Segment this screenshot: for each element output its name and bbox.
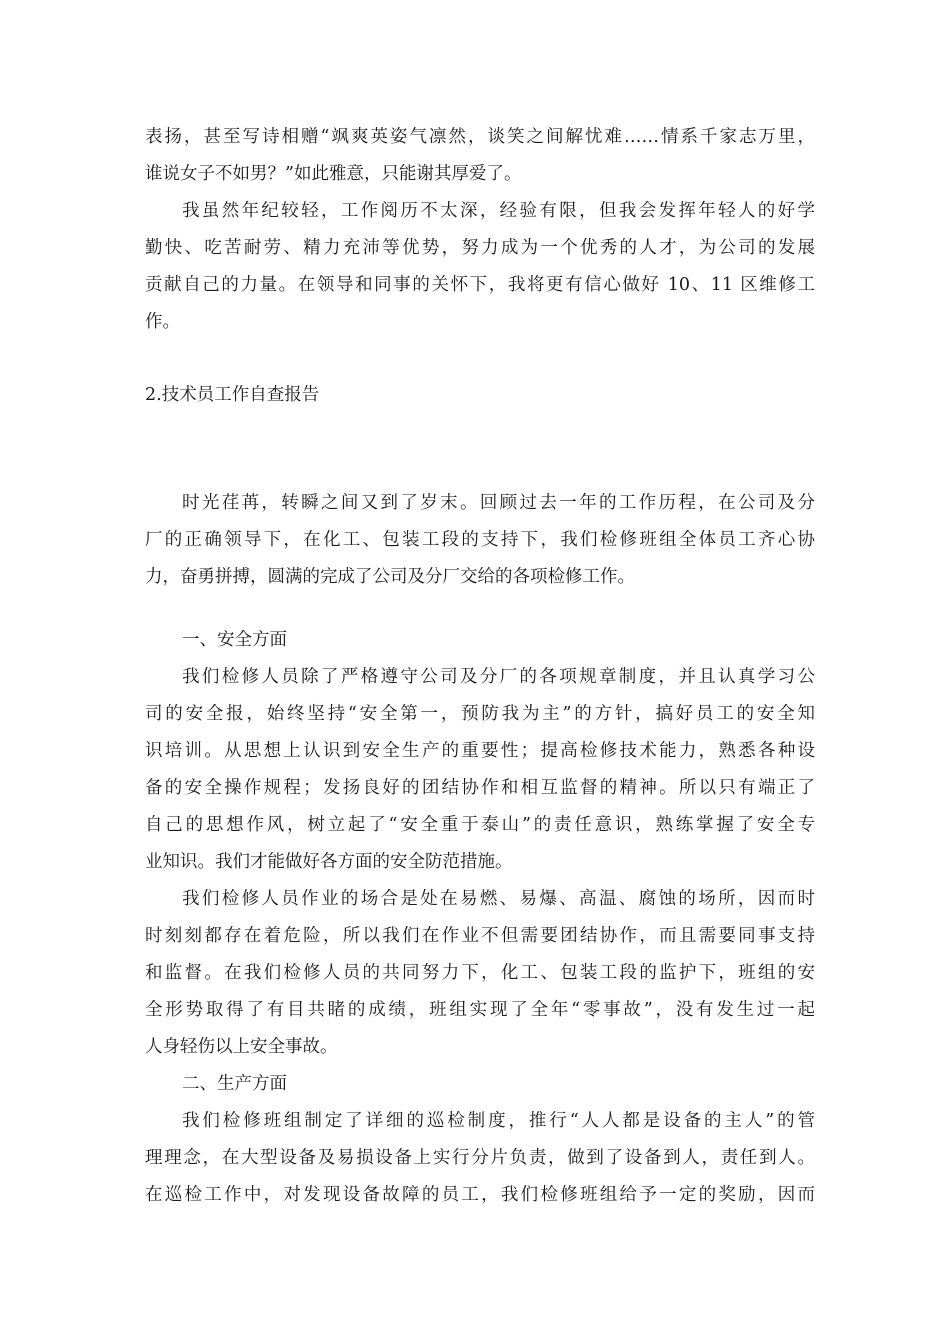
text-line: 司的安全报，始终坚持“安全第一，预防我为主”的方针，搞好员工的安全知: [145, 704, 815, 724]
safety-paragraph-2: [145, 881, 815, 1066]
intro-paragraph: [145, 119, 815, 193]
text-line: 表扬，甚至写诗相赠“飒爽英姿气凛然，谈笑之间解忧难……情系千家志万里，: [145, 127, 815, 147]
text-line: 时光荏苒，转瞬之间又到了岁末。回顾过去一年的工作历程，在公司及分: [182, 493, 815, 513]
text-line: 备的安全操作规程；发扬良好的团结协作和相互监督的精神。所以只有端正了: [145, 778, 815, 798]
section-title: 2.技术员工作自查报告: [145, 385, 320, 405]
document-body: [145, 119, 815, 1214]
text-line: 我们检修人员作业的场合是处在易燃、易爆、高温、腐蚀的场所，因而时: [182, 889, 815, 909]
text-line: 作。: [145, 312, 180, 332]
text-line: 人身轻伤以上安全事故。: [145, 1037, 338, 1057]
text-line: 在巡检工作中，对发现设备故障的员工，我们检修班组给予一定的奖励，因而: [145, 1185, 815, 1205]
safety-paragraph-1: [145, 659, 815, 881]
spacer: [145, 414, 815, 485]
text-line: 和监督。在我们检修人员的共同努力下，化工、包装工段的监护下，班组的安: [145, 963, 815, 983]
text-line: 理理念，在大型设备及易损设备上实行分片负责，做到了设备到人，责任到人。: [145, 1148, 815, 1168]
text-line: 谁说女子不如男？”如此雅意，只能谢其厚爱了。: [145, 164, 522, 184]
self-paragraph: [145, 193, 815, 341]
text-line: 时刻刻都存在着危险，所以我们在作业不但需要团结协作，而且需要同事支持: [145, 926, 815, 946]
spacer: [145, 596, 815, 622]
text-line: 厂的正确领导下，在化工、包装工段的支持下，我们检修班组全体员工齐心协: [145, 530, 815, 550]
text-line: 贡献自己的力量。在领导和同事的关怀下，我将更有信心做好 10、11 区维修工: [145, 275, 815, 295]
text-line: 自己的思想作风，树立起了“安全重于泰山”的责任意识，熟练掌握了安全专: [145, 815, 815, 835]
text-line: 我们检修人员除了严格遵守公司及分厂的各项规章制度，并且认真学习公: [182, 667, 815, 687]
production-heading: 二、生产方面: [182, 1074, 287, 1094]
production-paragraph: [145, 1103, 815, 1214]
text-line: 我虽然年纪较轻，工作阅历不太深，经验有限，但我会发挥年轻人的好学: [182, 201, 815, 221]
text-line: 识培训。从思想上认识到安全生产的重要性；提高检修技术能力，熟悉各种设: [145, 741, 815, 761]
text-line: 全形势取得了有目共睹的成绩，班组实现了全年“零事故”，没有发生过一起: [145, 1000, 815, 1020]
safety-heading: 一、安全方面: [182, 630, 287, 650]
text-line: 力，奋勇拼搏，圆满的完成了公司及分厂交给的各项检修工作。: [145, 567, 635, 587]
text-line: 我们检修班组制定了详细的巡检制度，推行“人人都是设备的主人”的管: [182, 1111, 815, 1131]
opening-paragraph: [145, 485, 815, 596]
text-line: 勤快、吃苦耐劳、精力充沛等优势，努力成为一个优秀的人才，为公司的发展: [145, 238, 815, 258]
text-line: 业知识。我们才能做好各方面的安全防范措施。: [145, 852, 513, 872]
spacer: [145, 341, 815, 377]
